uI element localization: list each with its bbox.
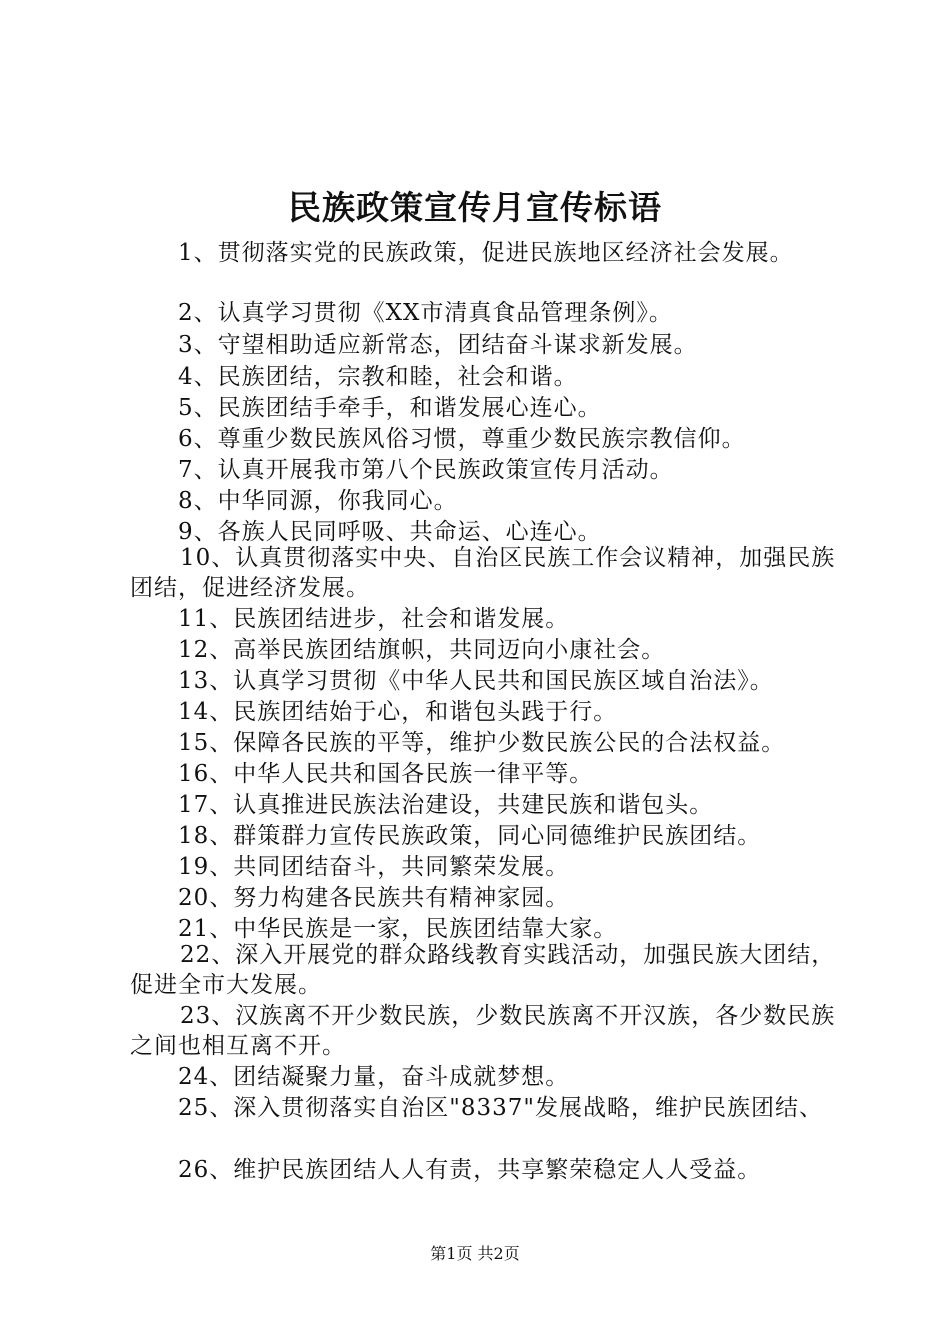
slogan-13: 13、认真学习贯彻《中华人民共和国民族区域自治法》。 xyxy=(178,668,774,694)
slogan-17: 17、认真推进民族法治建设，共建民族和谐包头。 xyxy=(178,792,714,818)
slogan-26: 26、维护民族团结人人有责，共享繁荣稳定人人受益。 xyxy=(178,1157,762,1183)
slogan-24: 24、团结凝聚力量，奋斗成就梦想。 xyxy=(178,1064,570,1090)
slogan-15: 15、保障各民族的平等，维护少数民族公民的合法权益。 xyxy=(178,730,786,756)
slogan-12: 12、高举民族团结旗帜，共同迈向小康社会。 xyxy=(178,637,666,663)
slogan-20: 20、努力构建各民族共有精神家园。 xyxy=(178,885,570,911)
document-title: 民族政策宣传月宣传标语 xyxy=(288,188,662,227)
slogan-8: 8、中华同源，你我同心。 xyxy=(178,488,458,514)
slogan-18: 18、群策群力宣传民族政策，同心同德维护民族团结。 xyxy=(178,823,762,849)
slogan-11: 11、民族团结进步，社会和谐发展。 xyxy=(178,606,570,632)
slogan-25: 25、深入贯彻落实自治区"8337"发展战略，维护民族团结、 xyxy=(178,1095,823,1121)
page-footer: 第1页 共2页 xyxy=(430,1244,520,1263)
slogan-2: 2、认真学习贯彻《XX市清真食品管理条例》。 xyxy=(178,300,673,326)
slogan-10: 10、认真贯彻落实中央、自治区民族工作会议精神，加强民族团结，促进经济发展。 xyxy=(130,545,836,601)
slogan-5: 5、民族团结手牵手，和谐发展心连心。 xyxy=(178,395,602,421)
slogan-6: 6、尊重少数民族风俗习惯，尊重少数民族宗教信仰。 xyxy=(178,426,746,452)
slogan-14: 14、民族团结始于心，和谐包头践于行。 xyxy=(178,699,618,725)
slogan-1: 1、贯彻落实党的民族政策，促进民族地区经济社会发展。 xyxy=(178,240,794,266)
slogan-3: 3、守望相助适应新常态，团结奋斗谋求新发展。 xyxy=(178,332,698,358)
slogan-9: 9、各族人民同呼吸、共命运、心连心。 xyxy=(178,519,602,545)
slogan-19: 19、共同团结奋斗，共同繁荣发展。 xyxy=(178,854,570,880)
slogan-16: 16、中华人民共和国各民族一律平等。 xyxy=(178,761,594,787)
slogan-21: 21、中华民族是一家，民族团结靠大家。 xyxy=(178,916,618,942)
slogan-7: 7、认真开展我市第八个民族政策宣传月活动。 xyxy=(178,457,674,483)
slogan-4: 4、民族团结，宗教和睦，社会和谐。 xyxy=(178,364,578,390)
slogan-23: 23、汉族离不开少数民族，少数民族离不开汉族，各少数民族之间也相互离不开。 xyxy=(130,1003,836,1059)
slogan-22: 22、深入开展党的群众路线教育实践活动，加强民族大团结，促进全市大发展。 xyxy=(130,942,836,998)
